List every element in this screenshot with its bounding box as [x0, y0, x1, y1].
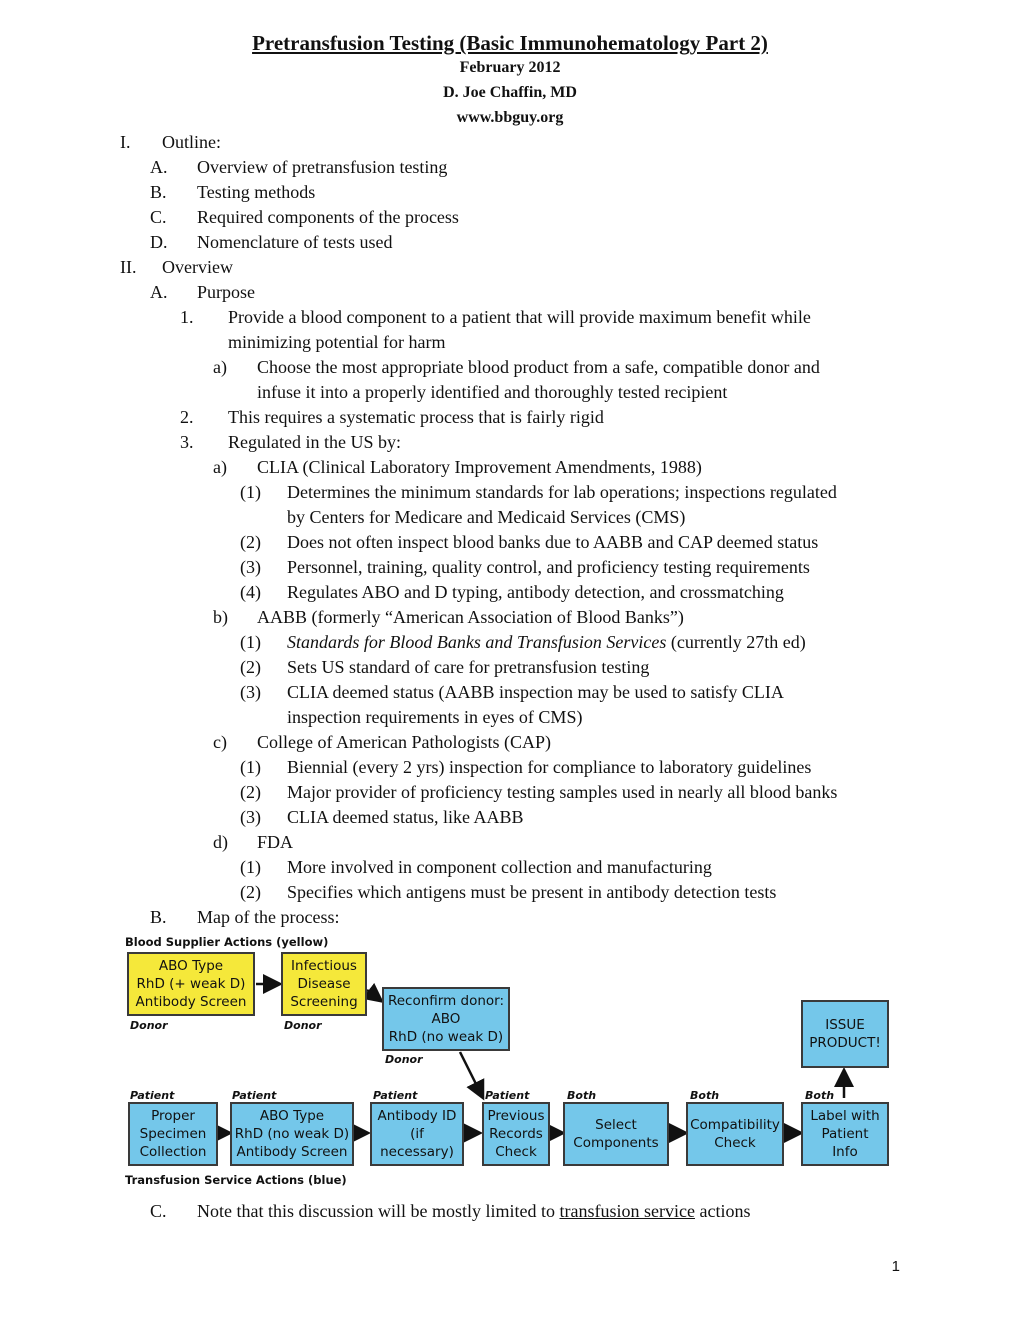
infectious-disease-box: Infectious Disease Screening [281, 952, 367, 1016]
list-text: Choose the most appropriate blood product from a safe, compatible donor and [257, 357, 820, 377]
antibody-id-box: Antibody ID (if necessary) [370, 1102, 464, 1166]
box-tag: Donor [385, 1053, 423, 1066]
box-tag: Patient [485, 1089, 530, 1102]
list-marker: I. [120, 132, 131, 152]
list-text: minimizing potential for harm [228, 332, 446, 352]
list-text: CLIA deemed status, like AABB [287, 807, 524, 827]
list-marker: II. [120, 257, 137, 277]
box-tag: Donor [284, 1019, 322, 1032]
list-text: Regulates ABO and D typing, antibody detection, and crossmatching [287, 582, 784, 602]
list-marker: a) [213, 457, 227, 477]
list-text: Biennial (every 2 yrs) inspection for compliance to laboratory guidelines [287, 757, 812, 777]
service-label: Transfusion Service Actions (blue) [125, 1173, 347, 1187]
list-marker: C. [150, 1201, 167, 1221]
list-marker: 1. [180, 307, 194, 327]
list-marker: 2. [180, 407, 194, 427]
list-marker: A. [150, 282, 168, 302]
process-map-diagram [120, 932, 900, 1192]
list-marker: (2) [240, 882, 261, 902]
arrow [367, 990, 380, 1000]
list-text: Sets US standard of care for pretransfusion testing [287, 657, 650, 677]
list-marker: (3) [240, 682, 261, 702]
list-marker: (1) [240, 482, 261, 502]
box-tag: Both [805, 1089, 835, 1102]
list-marker: (4) [240, 582, 261, 602]
list-text: Major provider of proficiency testing samples used in nearly all blood banks [287, 782, 838, 802]
list-marker: B. [150, 182, 167, 202]
list-marker: (1) [240, 857, 261, 877]
list-text: Testing methods [197, 182, 316, 202]
box-tag: Both [567, 1089, 597, 1102]
list-text: AABB (formerly “American Association of Blood Banks”) [257, 607, 684, 627]
supplier-label: Blood Supplier Actions (yellow) [125, 935, 329, 949]
donor-abo-box: ABO Type RhD (+ weak D) Antibody Screen [127, 952, 255, 1016]
list-marker: C. [150, 207, 167, 227]
list-marker: (1) [240, 632, 261, 652]
list-text: CLIA (Clinical Laboratory Improvement Amendments, 1988) [257, 457, 702, 477]
list-marker: (3) [240, 557, 261, 577]
label-patient-box: Label with Patient Info [801, 1102, 889, 1166]
reconfirm-donor-box: Reconfirm donor: ABO RhD (no weak D) [382, 987, 510, 1051]
list-text: Overview [162, 257, 233, 277]
box-tag: Both [690, 1089, 720, 1102]
list-text: College of American Pathologists (CAP) [257, 732, 551, 752]
list-marker: B. [150, 907, 167, 927]
patient-abo-box: ABO Type RhD (no weak D) Antibody Screen [230, 1102, 354, 1166]
list-marker: A. [150, 157, 168, 177]
list-text: More involved in component collection and manufacturing [287, 857, 712, 877]
list-text: Personnel, training, quality control, and proficiency testing requirements [287, 557, 810, 577]
page-title: Pretransfusion Testing (Basic Immunohematology Part 2) [252, 31, 768, 55]
list-text: Specifies which antigens must be present in antibody detection tests [287, 882, 777, 902]
list-text: Purpose [197, 282, 255, 302]
list-text: This requires a systematic process that is fairly rigid [228, 407, 604, 427]
list-text: FDA [257, 832, 294, 852]
list-marker: (1) [240, 757, 261, 777]
records-check-box: Previous Records Check [482, 1102, 550, 1166]
list-marker: b) [213, 607, 228, 627]
specimen-collection-box: Proper Specimen Collection [128, 1102, 218, 1166]
box-tag: Patient [232, 1089, 277, 1102]
list-text: CLIA deemed status (AABB inspection may be used to satisfy CLIA [287, 682, 784, 702]
list-text: Provide a blood component to a patient that will provide maximum benefit while [228, 307, 811, 327]
list-marker: c) [213, 732, 227, 752]
list-text: inspection requirements in eyes of CMS) [287, 707, 583, 727]
date: February 2012 [459, 59, 561, 76]
list-marker: (2) [240, 782, 261, 802]
box-tag: Patient [130, 1089, 175, 1102]
list-text: Standards for Blood Banks and Transfusion Services (currently 27th ed) [287, 632, 806, 652]
list-marker: 3. [180, 432, 194, 452]
list-text: infuse it into a properly identified and thoroughly tested recipient [257, 382, 728, 402]
list-text: Determines the minimum standards for lab operations; inspections regulated [287, 482, 837, 502]
list-text: by Centers for Medicare and Medicaid Services (CMS) [287, 507, 686, 527]
list-text: Outline: [162, 132, 221, 152]
list-marker: d) [213, 832, 228, 852]
author: D. Joe Chaffin, MD [443, 84, 577, 101]
list-text: Does not often inspect blood banks due to AABB and CAP deemed status [287, 532, 819, 552]
list-marker: (3) [240, 807, 261, 827]
list-marker: a) [213, 357, 227, 377]
list-text: Note that this discussion will be mostly limited to transfusion service actions [197, 1201, 751, 1221]
compatibility-check-box: Compatibility Check [686, 1102, 784, 1166]
arrow [460, 1052, 482, 1096]
list-marker: (2) [240, 532, 261, 552]
box-tag: Patient [373, 1089, 418, 1102]
select-components-box: Select Components [563, 1102, 669, 1166]
website-link[interactable]: www.bbguy.org [456, 109, 564, 126]
issue-product-box: ISSUE PRODUCT! [801, 1000, 889, 1068]
list-text: Regulated in the US by: [228, 432, 401, 452]
page-number: 1 [891, 1258, 900, 1275]
list-marker: (2) [240, 657, 261, 677]
list-text: Nomenclature of tests used [197, 232, 393, 252]
list-text: Required components of the process [197, 207, 459, 227]
box-tag: Donor [130, 1019, 168, 1032]
list-marker: D. [150, 232, 168, 252]
list-text: Map of the process: [197, 907, 340, 927]
list-text: Overview of pretransfusion testing [197, 157, 448, 177]
